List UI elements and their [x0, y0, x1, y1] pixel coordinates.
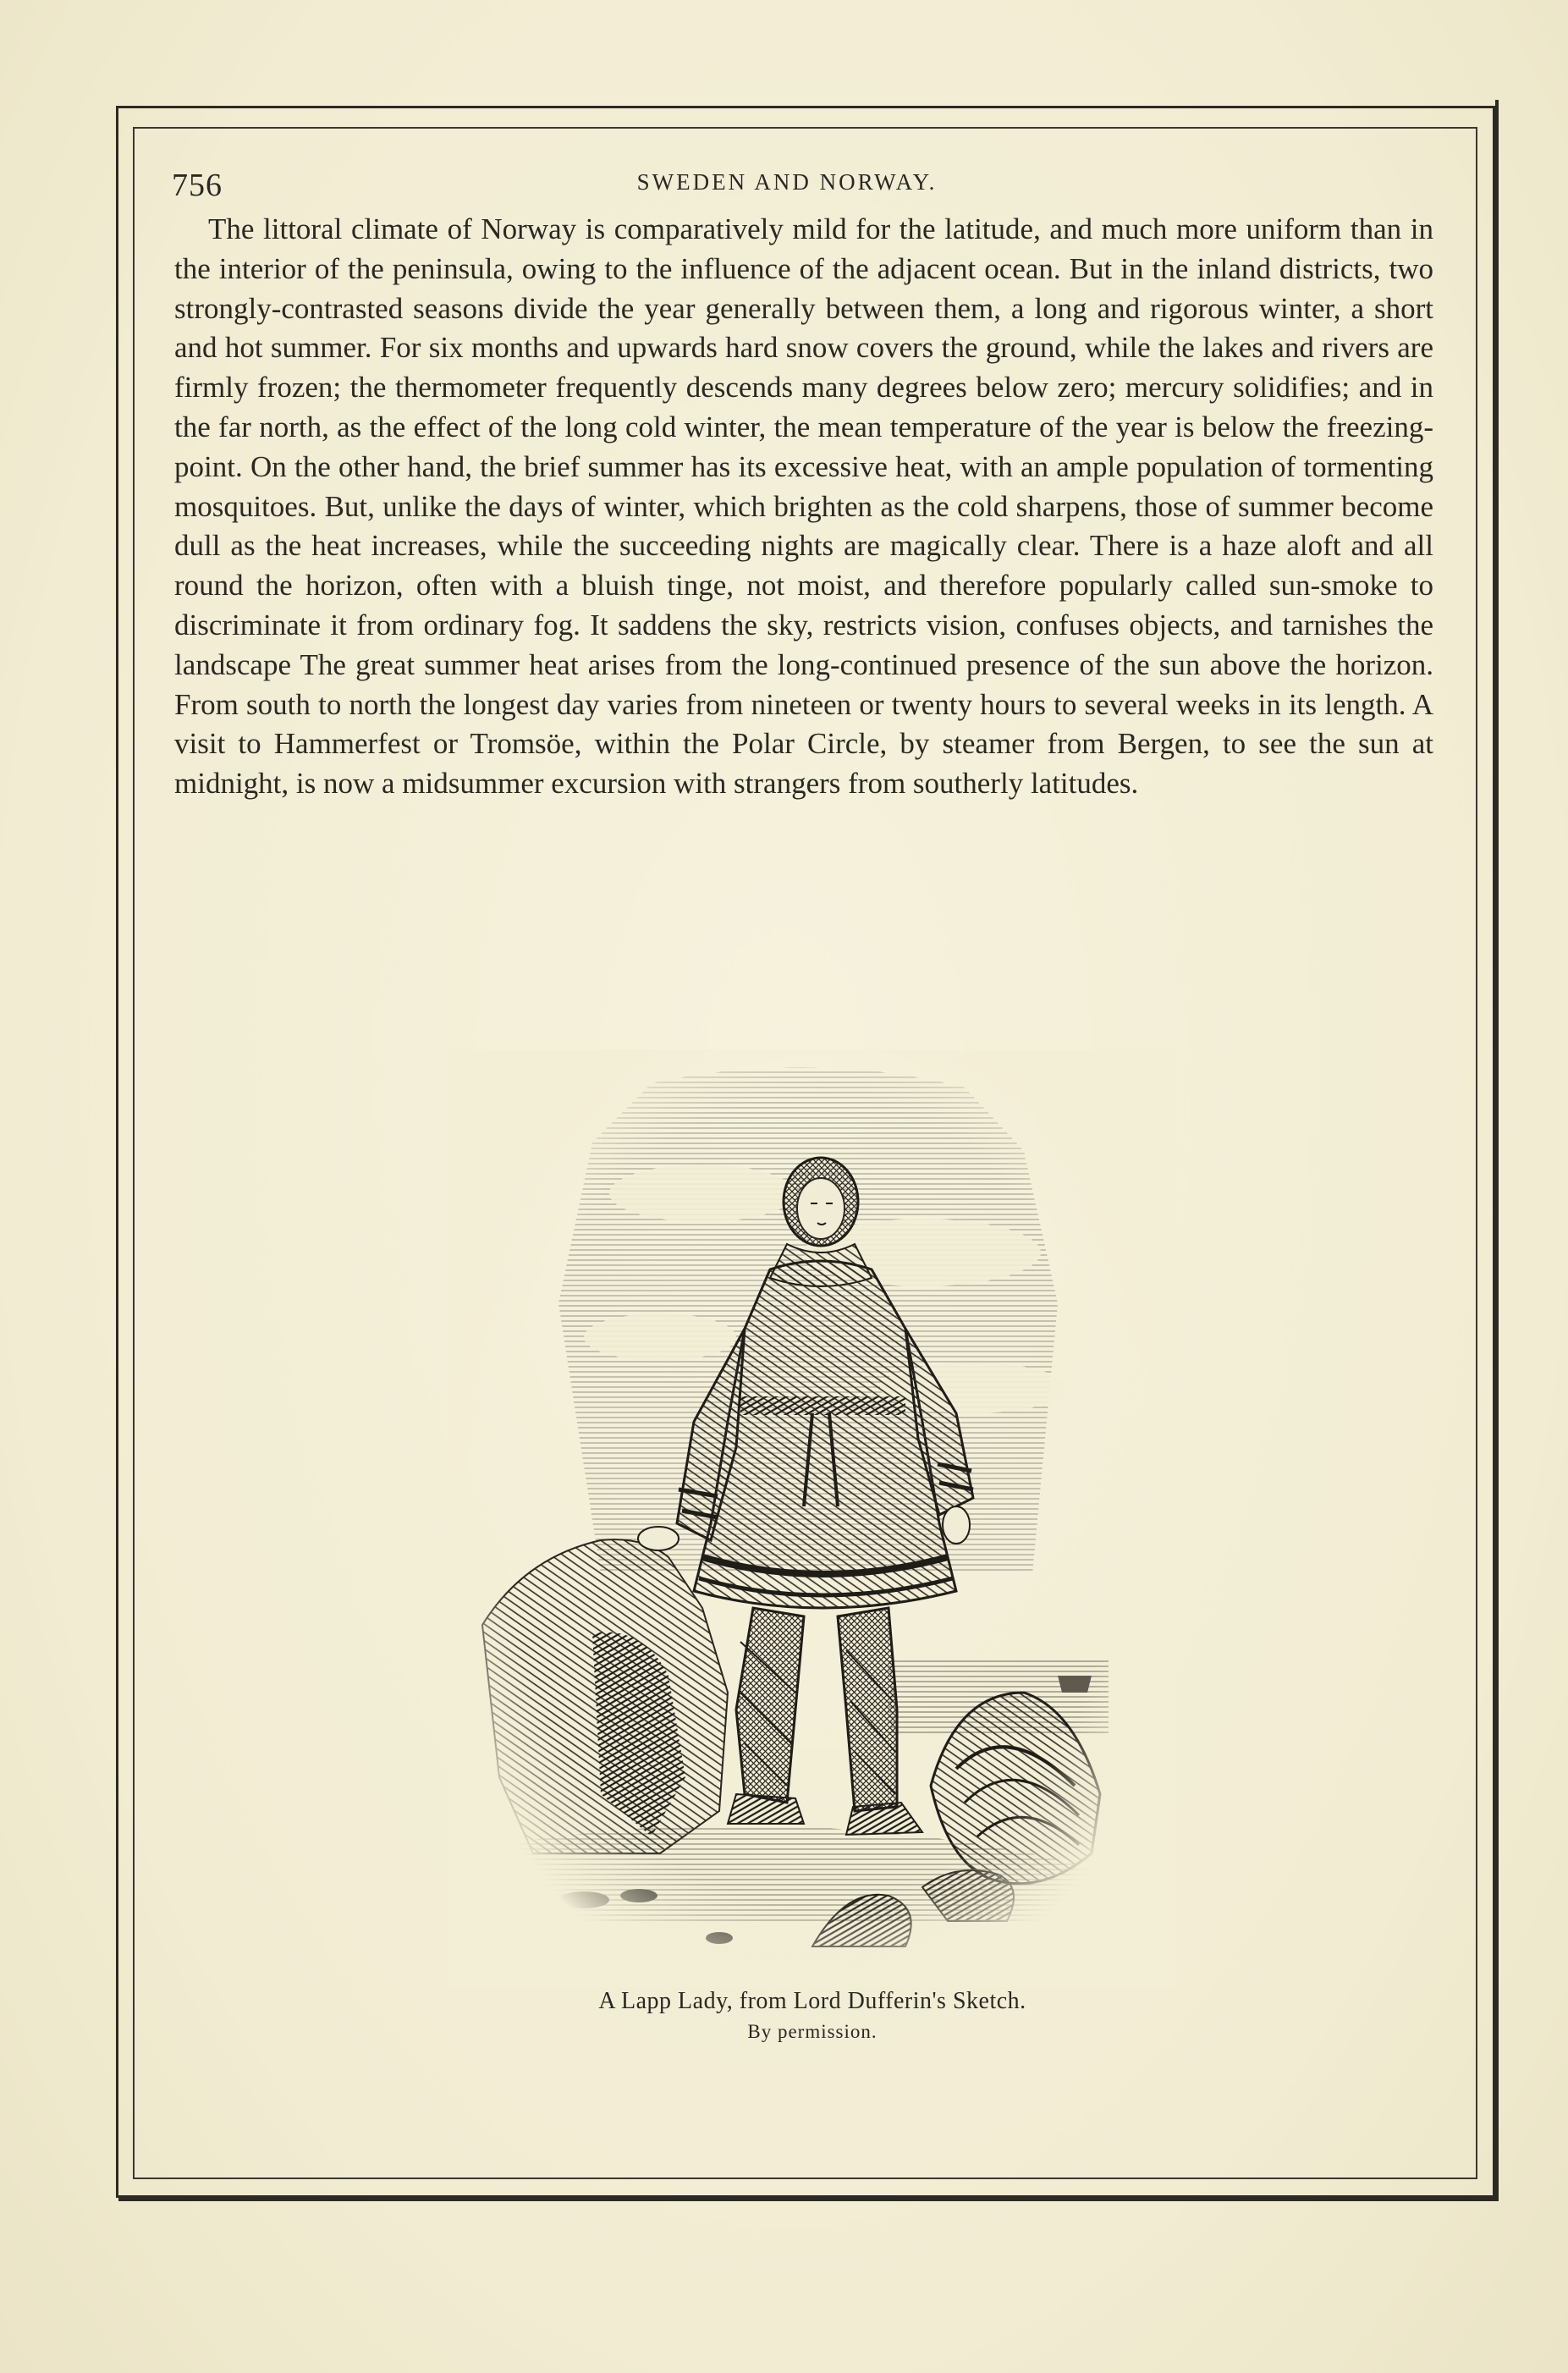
- figure-lapp-lady-engraving: [448, 1049, 1176, 1987]
- page-border-shadow-right: [1495, 100, 1499, 2201]
- page-border-shadow-bottom: [118, 2198, 1499, 2201]
- figure-credit: By permission.: [747, 2021, 878, 2042]
- running-head: SWEDEN AND NORWAY.: [636, 169, 938, 195]
- page-number: 756: [172, 168, 223, 203]
- figure-caption: A Lapp Lady, from Lord Dufferin's Sketch.: [598, 1988, 1026, 2014]
- body-paragraph: The littoral climate of Norway is comparatively mild for the latitude, and much more uniform than in the interior of the peninsula, owing to the influence of the adjacent ocean. But in the inland districts, two strongly-contrasted seasons divide the year generally between them, a long and rigorous winter, a short and hot summer. For six months and upwards hard snow covers the ground, while the lakes and rivers are firmly frozen; the thermometer frequently descends many degrees below zero; mercury solidifies; and in the far north, as the effect of the long cold winter, the mean temperature of the year is below the freezing-point. On the other hand, the brief summer has its excessive heat, with an ample population of tormenting mosquitoes. But, unlike the days of winter, which brighten as the cold sharpens, those of summer become dull as the heat increases, while the succeeding nights are magically clear. There is a haze aloft and all round the horizon, often with a bluish tinge, not moist, and therefore popularly called sun-smoke to discriminate it from ordinary fog. It saddens the sky, restricts vision, confuses objects, and tarnishes the landscape The great summer heat arises from the long-continued presence of the sun above the horizon. From south to north the longest day varies from nineteen or twenty hours to several weeks in its length. A visit to Hammerfest or Tromsöe, within the Polar Circle, by steamer from Bergen, to see the sun at midnight, is now a midsummer excursion with strangers from southerly latitudes.: [174, 212, 1433, 801]
